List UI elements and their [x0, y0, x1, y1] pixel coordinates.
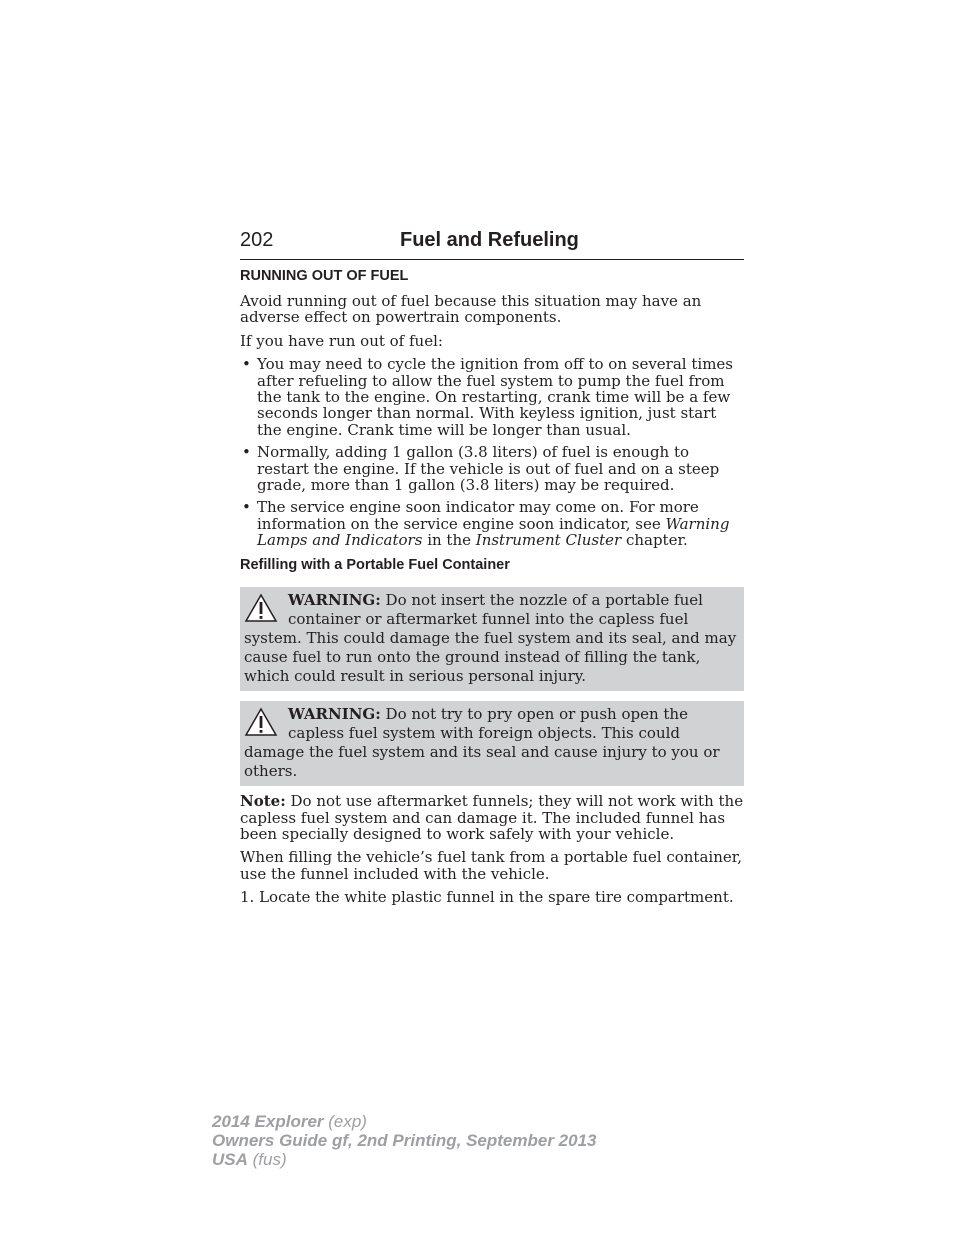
bullet-text-mid: in the: [422, 531, 476, 550]
warning-label: WARNING:: [288, 591, 381, 610]
footer-line-2: [212, 1131, 596, 1150]
footer-market-code: (fus): [247, 1150, 287, 1169]
bullet-glyph: •: [242, 498, 251, 517]
footer-market: USA: [212, 1150, 248, 1169]
footer-model-code: (exp): [323, 1112, 367, 1131]
page-title: Fuel and Refueling: [400, 229, 579, 251]
cross-reference-instrument-cluster: Instrument Cluster: [475, 531, 622, 550]
section-heading-running-out: RUNNING OUT OF FUEL: [240, 268, 409, 284]
note-paragraph: [240, 793, 744, 842]
warning-triangle-icon: [244, 593, 278, 623]
lead-paragraph: If you have run out of fuel:: [240, 331, 443, 350]
page-content: [240, 266, 744, 913]
note-text: Do not use aftermarket funnels; they will not work with the capless fuel system and can damage it. The included funnel has been specially designed to work safely with your vehicle.: [240, 792, 744, 843]
bullet-text: Normally, adding 1 gallon (3.8 liters) of fuel is enough to restart the engine. If the vehicle is out of fuel and on a steep grade, more than 1 gallon (3.8 liters) may be required.: [257, 443, 720, 495]
bullet-glyph: •: [242, 355, 251, 374]
bullet-glyph: •: [242, 443, 251, 462]
warning-label: WARNING:: [288, 705, 381, 724]
list-item: [240, 499, 744, 548]
section-heading-refilling: Refilling with a Portable Fuel Container: [240, 556, 510, 573]
list-item: [240, 444, 744, 493]
warning-box: [240, 701, 744, 786]
bullet-list: [240, 356, 744, 548]
page-number: 202: [240, 229, 274, 251]
step-1: 1. Locate the white plastic funnel in the spare tire compartment.: [240, 888, 734, 907]
bullet-text: You may need to cycle the ignition from off to on several times after refueling to allow the fuel system to pump the fuel from the tank to the engine. On restarting, crank time will be a few seconds longer than normal. With keyless ignition, just start the engine. Crank time will be longer than usual.: [257, 355, 733, 439]
warning-triangle-icon: [244, 707, 278, 737]
list-item: [240, 356, 744, 438]
page-header: [240, 229, 744, 260]
footer-line-1: [212, 1112, 596, 1131]
page-footer: [212, 1112, 596, 1169]
cross-reference-warning-lamps: Warning Lamps and Indicators: [257, 514, 730, 550]
funnel-paragraph: When filling the vehicle’s fuel tank from a portable fuel container, use the funnel included with the vehicle.: [240, 848, 743, 883]
bullet-text-pre: The service engine soon indicator may come on. For more information on the service engine soon indicator, see: [257, 498, 699, 533]
bullet-text-post: chapter.: [621, 531, 688, 550]
footer-model: 2014 Explorer: [212, 1112, 324, 1131]
warning-box: [240, 587, 744, 691]
footer-line-3: [212, 1150, 596, 1169]
intro-paragraph: Avoid running out of fuel because this situation may have an adverse effect on powertrain components.: [240, 292, 702, 327]
note-label: Note:: [240, 792, 286, 811]
footer-printing: Owners Guide gf, 2nd Printing, September 2013: [212, 1131, 597, 1150]
warning-text: Do not insert the nozzle of a portable fuel container or aftermarket funnel into the capless fuel system. This could damage the fuel system and its seal, and may cause fuel to run onto the ground instead of filling the tank, which could result in serious personal injury.: [244, 591, 737, 686]
warning-text: Do not try to pry open or push open the capless fuel system with foreign objects. This could damage the fuel system and its seal and cause injury to you or others.: [244, 705, 720, 781]
